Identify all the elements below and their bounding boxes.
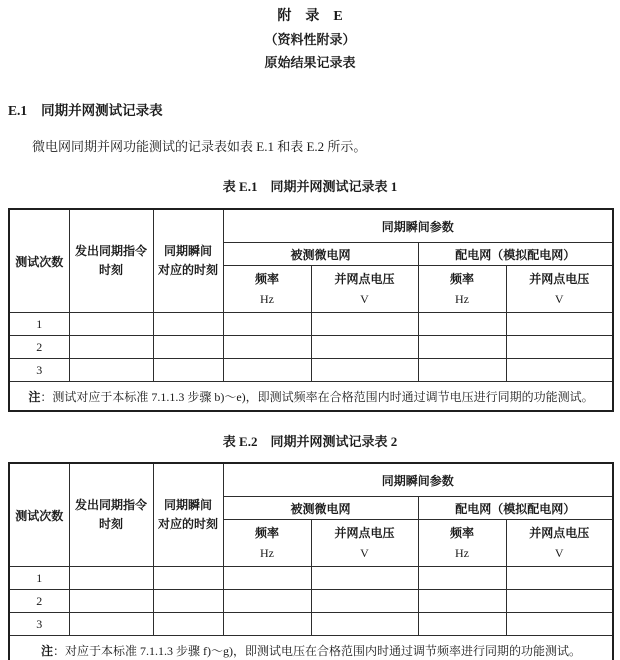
empty-cell [418, 590, 506, 613]
table-row [9, 613, 613, 636]
empty-cell [506, 313, 613, 336]
empty-cell [506, 613, 613, 636]
empty-cell [223, 359, 311, 382]
header-command-time [69, 209, 153, 313]
header-test-number: 测试次数 [9, 463, 69, 567]
empty-cell [223, 590, 311, 613]
empty-cell [311, 336, 418, 359]
header-group-micro: 被测微电网 [223, 243, 418, 266]
header-group-params: 同期瞬间参数 [223, 209, 613, 243]
table-1-caption: 表 E.1 同期并网测试记录表 1 [222, 179, 398, 194]
empty-cell [418, 336, 506, 359]
table-note-row [9, 636, 613, 660]
header-grid-voltage: 并网点电压 V [506, 520, 613, 567]
empty-cell [223, 336, 311, 359]
header-grid-frequency: 频率 Hz [418, 266, 506, 313]
empty-cell [69, 359, 153, 382]
header-micro-voltage: 并网点电压 V [311, 266, 418, 313]
empty-cell [69, 567, 153, 590]
empty-cell [69, 336, 153, 359]
row-number: 2 [9, 336, 69, 359]
header-sync-time-line2: 对应的时刻 [157, 263, 218, 277]
section-title: 同期并网测试记录表 [41, 103, 163, 118]
empty-cell [506, 359, 613, 382]
appendix-heading [0, 5, 620, 74]
row-number: 3 [9, 613, 69, 636]
row-number: 1 [9, 567, 69, 590]
empty-cell [153, 567, 223, 590]
row-number: 1 [9, 313, 69, 336]
table-note-row [9, 382, 613, 412]
header-micro-frequency: 频率 Hz [223, 266, 311, 313]
table-row [9, 336, 613, 359]
table-row [9, 313, 613, 336]
note-text: ：对应于本标准 7.1.1.3 步骤 f)～g)，即测试电压在合格范围内时通过调节频率进行同期的功能测试。 [53, 643, 582, 658]
note-label: 注 [28, 389, 41, 404]
header-command-time-line2: 时刻 [98, 517, 123, 531]
appendix-subtitle: （资料性附录） [264, 32, 356, 47]
empty-cell [153, 359, 223, 382]
header-sync-time-line2: 对应的时刻 [157, 517, 218, 531]
empty-cell [223, 567, 311, 590]
empty-cell [506, 567, 613, 590]
header-test-number: 测试次数 [9, 209, 69, 313]
header-micro-voltage: 并网点电压 V [311, 520, 418, 567]
header-grid-voltage: 并网点电压 V [506, 266, 613, 313]
row-number: 3 [9, 359, 69, 382]
table-row [9, 590, 613, 613]
empty-cell [69, 590, 153, 613]
empty-cell [506, 590, 613, 613]
note-label: 注 [41, 643, 54, 658]
header-group-params: 同期瞬间参数 [223, 463, 613, 497]
header-sync-time-line1: 同期瞬间 [163, 244, 212, 258]
header-sync-time [153, 463, 223, 567]
header-command-time-line1: 发出同期指令 [74, 244, 147, 258]
empty-cell [153, 590, 223, 613]
empty-cell [506, 336, 613, 359]
empty-cell [418, 613, 506, 636]
appendix-title: 附 录 E [277, 9, 343, 24]
table-note [9, 382, 613, 412]
record-table-2 [8, 462, 614, 660]
header-group-grid: 配电网（模拟配电网） [418, 243, 613, 266]
table-row [9, 359, 613, 382]
empty-cell [311, 567, 418, 590]
empty-cell [311, 359, 418, 382]
header-micro-frequency: 频率 Hz [223, 520, 311, 567]
header-command-time-line1: 发出同期指令 [74, 498, 147, 512]
section-heading [8, 99, 163, 119]
empty-cell [418, 567, 506, 590]
intro-paragraph: 微电网同期并网功能测试的记录表如表 E.1 和表 E.2 所示。 [32, 139, 367, 154]
appendix-caption: 原始结果记录表 [264, 55, 356, 70]
row-number: 2 [9, 590, 69, 613]
header-command-time [69, 463, 153, 567]
header-group-grid: 配电网（模拟配电网） [418, 497, 613, 520]
empty-cell [311, 613, 418, 636]
header-grid-frequency: 频率 Hz [418, 520, 506, 567]
empty-cell [223, 313, 311, 336]
empty-cell [69, 613, 153, 636]
section-number: E.1 [8, 103, 28, 118]
empty-cell [153, 313, 223, 336]
empty-cell [418, 359, 506, 382]
empty-cell [311, 313, 418, 336]
header-sync-time [153, 209, 223, 313]
empty-cell [153, 613, 223, 636]
record-table-1 [8, 208, 614, 412]
empty-cell [69, 313, 153, 336]
empty-cell [223, 613, 311, 636]
table-2-caption: 表 E.2 同期并网测试记录表 2 [222, 434, 398, 449]
header-group-micro: 被测微电网 [223, 497, 418, 520]
note-text: ：测试对应于本标准 7.1.1.3 步骤 b)～e)，即测试频率在合格范围内时通过调节电压进行同期的功能测试。 [40, 389, 594, 404]
empty-cell [153, 336, 223, 359]
header-sync-time-line1: 同期瞬间 [163, 498, 212, 512]
empty-cell [311, 590, 418, 613]
empty-cell [418, 313, 506, 336]
table-row [9, 567, 613, 590]
header-command-time-line2: 时刻 [98, 263, 123, 277]
table-note [9, 636, 613, 660]
